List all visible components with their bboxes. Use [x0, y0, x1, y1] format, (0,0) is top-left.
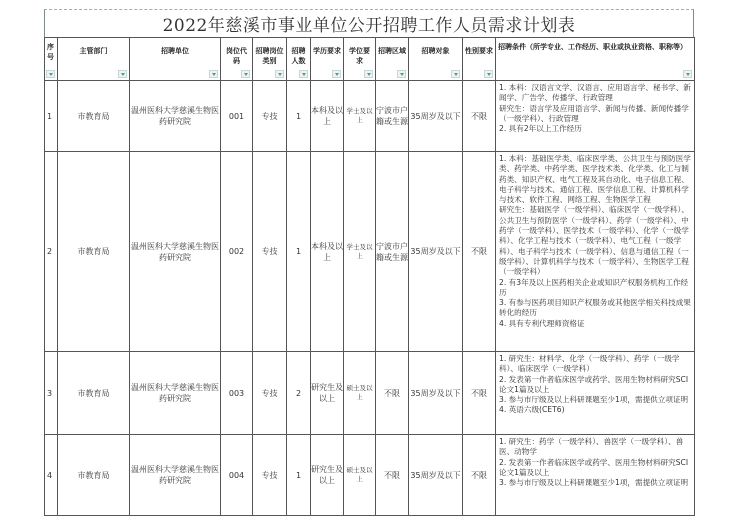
- cell-education[interactable]: 研究生及以上: [311, 352, 344, 435]
- condition-line: 4. 英语六级(CET6): [499, 405, 565, 415]
- filter-dropdown-icon[interactable]: [451, 70, 460, 78]
- cell-region[interactable]: 宁波市户籍或生源: [376, 81, 409, 152]
- cell-category[interactable]: 专技: [253, 352, 287, 435]
- filter-dropdown-icon[interactable]: [683, 70, 692, 78]
- cell-code[interactable]: 004: [221, 435, 253, 516]
- cell-unit[interactable]: 温州医科大学慈溪生物医药研究院: [130, 352, 221, 435]
- condition-line: 1. 本科：汉语言文学、汉语言、应用语言学、秘书学、新闻学、广告学、传播学、行政管理: [499, 83, 691, 103]
- header-count: 招聘人数: [287, 38, 311, 81]
- recruitment-table: [44, 37, 695, 516]
- cell-education[interactable]: 本科及以上: [311, 152, 344, 352]
- cell-count[interactable]: 1: [287, 435, 311, 516]
- cell-conditions[interactable]: [496, 352, 695, 435]
- table-row: [45, 152, 695, 352]
- filter-dropdown-icon[interactable]: [364, 70, 373, 78]
- filter-dropdown-icon[interactable]: [46, 70, 55, 78]
- cell-count[interactable]: 1: [287, 81, 311, 152]
- cell-conditions[interactable]: [496, 81, 695, 152]
- cell-department[interactable]: 市教育局: [58, 352, 130, 435]
- cell-unit[interactable]: 温州医科大学慈溪生物医药研究院: [130, 152, 221, 352]
- cell-target[interactable]: 35周岁及以下: [409, 152, 463, 352]
- cell-degree[interactable]: 学士及以上: [344, 152, 376, 352]
- condition-line: 3. 参与市厅级及以上科研课题至少1项，需提供立项证明: [499, 478, 689, 488]
- header-row: [45, 38, 695, 81]
- cell-degree[interactable]: 硕士及以上: [344, 435, 376, 516]
- recruitment-plan-sheet: [44, 9, 694, 516]
- condition-line: 1. 研究生：材料学、化学（一级学科）、药学（一级学科）、临床医学（一级学科）: [499, 354, 680, 374]
- cell-education[interactable]: 本科及以上: [311, 81, 344, 152]
- condition-line: 3. 有参与医药项目知识产权服务或其他医学相关科技成果转化的经历: [499, 298, 691, 318]
- cell-category[interactable]: 专技: [253, 81, 287, 152]
- cell-target[interactable]: 35周岁及以下: [409, 81, 463, 152]
- header-target: 招聘对象: [409, 38, 463, 81]
- condition-line: 1. 本科：基础医学类、临床医学类、公共卫生与预防医学类、药学类、中药学类、医学技术类、化学类、化工与制药类、知识产权、电气工程及其自动化、电子信息工程、电子科学与技术、通信工程、医学信息工程、计算机科学与技术、软件工程、网络工程、生物医学工程: [499, 154, 691, 205]
- cell-code[interactable]: 001: [221, 81, 253, 152]
- table-row: [45, 352, 695, 435]
- condition-line: 2. 有3年及以上医药相关企业或知识产权服务机构工作经历: [499, 277, 689, 297]
- table-row: [45, 81, 695, 152]
- cell-gender[interactable]: 不限: [463, 152, 496, 352]
- title-cell: [44, 9, 694, 37]
- header-unit: 招聘单位: [130, 38, 221, 81]
- condition-line: 研究生：基础医学（一级学科）、临床医学（一级学科）、公共卫生与预防医学（一级学科）、药学（一级学科）、中药学（一级学科）、医学技术（一级学科）、化学（一级学科）、化学工程与技术（一级学科）、电气工程（一级学科）、电子科学与技术（一级学科）、信息与通信工程（一级学科）、计算机科学与技术（一级学科）、生物医学工程（一级学科）: [499, 205, 689, 277]
- header-department: 主管部门: [58, 38, 130, 81]
- cell-target[interactable]: 35周岁及以下: [409, 435, 463, 516]
- header-region: 招聘区域: [376, 38, 409, 81]
- cell-region[interactable]: 不限: [376, 435, 409, 516]
- cell-region[interactable]: 宁波市户籍或生源: [376, 152, 409, 352]
- cell-seq[interactable]: 3: [45, 352, 58, 435]
- condition-line: 研究生：语言学及应用语言学、新闻与传播、新闻传播学（一级学科）、行政管理: [499, 103, 689, 123]
- condition-line: 3. 参与市厅级及以上科研课题至少1项，需提供立项证明: [499, 395, 689, 405]
- header-gender: 性别要求: [463, 38, 496, 81]
- cell-region[interactable]: 不限: [376, 352, 409, 435]
- cell-seq[interactable]: 1: [45, 81, 58, 152]
- header-degree: 学位要求: [344, 38, 376, 81]
- cell-unit[interactable]: 温州医科大学慈溪生物医药研究院: [130, 81, 221, 152]
- cell-seq[interactable]: 4: [45, 435, 58, 516]
- page-title: 2022年慈溪市事业单位公开招聘工作人员需求计划表: [162, 16, 576, 36]
- filter-dropdown-icon[interactable]: [299, 70, 308, 78]
- condition-line: 2. 发表第一作者临床医学或药学、医用生物材料研究SCI论文1篇及以上: [499, 374, 689, 394]
- cell-target[interactable]: 35周岁及以下: [409, 352, 463, 435]
- table-row: [45, 435, 695, 516]
- condition-line: 2. 具有2年以上工作经历: [499, 124, 582, 134]
- filter-dropdown-icon[interactable]: [209, 70, 218, 78]
- cell-department[interactable]: 市教育局: [58, 152, 130, 352]
- condition-line: 2. 发表第一作者临床医学或药学、医用生物材料研究SCI论文1篇及以上: [499, 457, 689, 477]
- cell-count[interactable]: 1: [287, 152, 311, 352]
- header-category: 招聘岗位类别: [253, 38, 287, 81]
- cell-department[interactable]: 市教育局: [58, 81, 130, 152]
- filter-dropdown-icon[interactable]: [118, 70, 127, 78]
- cell-seq[interactable]: 2: [45, 152, 58, 352]
- filter-dropdown-icon[interactable]: [484, 70, 493, 78]
- condition-line: 1. 研究生：药学（一级学科）、兽医学（一级学科）、兽医、动物学: [499, 437, 684, 457]
- cell-count[interactable]: 2: [287, 352, 311, 435]
- filter-dropdown-icon[interactable]: [332, 70, 341, 78]
- cell-department[interactable]: 市教育局: [58, 435, 130, 516]
- cell-gender[interactable]: 不限: [463, 81, 496, 152]
- cell-unit[interactable]: 温州医科大学慈溪生物医药研究院: [130, 435, 221, 516]
- cell-degree[interactable]: 硕士及以上: [344, 352, 376, 435]
- filter-dropdown-icon[interactable]: [241, 70, 250, 78]
- cell-gender[interactable]: 不限: [463, 435, 496, 516]
- cell-gender[interactable]: 不限: [463, 352, 496, 435]
- filter-dropdown-icon[interactable]: [275, 70, 284, 78]
- cell-category[interactable]: 专技: [253, 435, 287, 516]
- cell-code[interactable]: 002: [221, 152, 253, 352]
- cell-category[interactable]: 专技: [253, 152, 287, 352]
- cell-conditions[interactable]: [496, 435, 695, 516]
- filter-dropdown-icon[interactable]: [397, 70, 406, 78]
- header-conditions: 招聘条件（所学专业、工作经历、职业或执业资格、职称等）: [496, 38, 695, 81]
- condition-line: 4. 具有专利代理师资格证: [499, 318, 585, 328]
- cell-degree[interactable]: 学士及以上: [344, 81, 376, 152]
- cell-code[interactable]: 003: [221, 352, 253, 435]
- header-education: 学历要求: [311, 38, 344, 81]
- header-seq: 序号: [45, 38, 58, 81]
- cell-education[interactable]: 研究生及以上: [311, 435, 344, 516]
- header-code: 岗位代码: [221, 38, 253, 81]
- cell-conditions[interactable]: [496, 152, 695, 352]
